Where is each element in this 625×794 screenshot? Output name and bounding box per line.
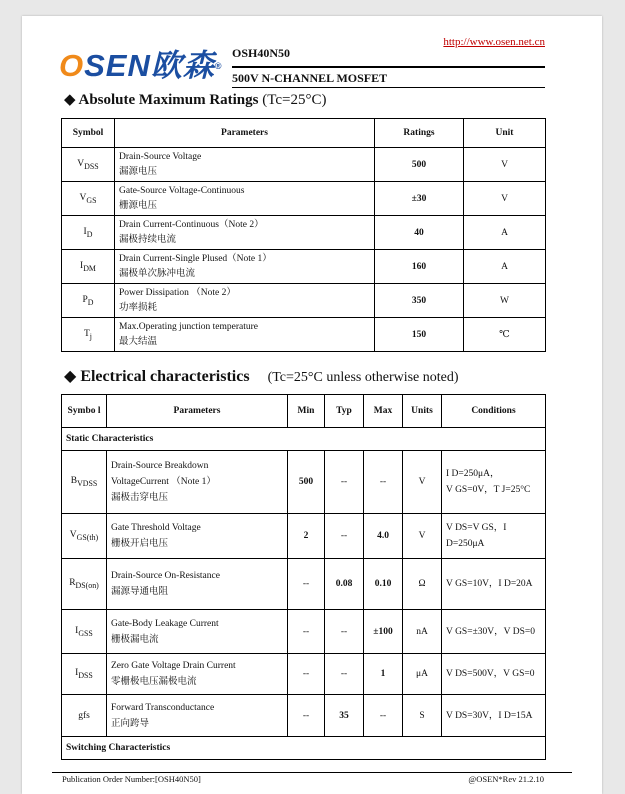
table-row: $I_{DM}$ Drain Current-Single Plused（Note 1） 漏极单次脉冲电流 160 A [62,250,546,284]
table-header-row: Symbo l Parameters Min Typ Max Units Conditions [62,395,546,428]
datasheet-page [22,16,602,794]
group-row-switching: Switching Characteristics [62,737,546,760]
osen-logo: OSEN欧森® [59,48,223,83]
table-row: $V_{GS(th)}$ Gate Threshold Voltage 栅极开启电压 2 -- 4.0 V V DS=V GS，I D=250μA [62,514,546,559]
table-row: $V_{DSS}$ Drain-Source Voltage 漏源电压 500 V [62,148,546,182]
footer-rule [52,772,572,773]
table-row: $R_{DS(on)}$ Drain-Source On-Resistance 漏源导通电阻 -- 0.08 0.10 Ω V GS=10V，I D=20A [62,559,546,610]
electrical-characteristics-table [61,394,546,760]
table-header-row: Symbol Parameters Ratings Unit [62,119,546,148]
table-row: $P_D$ Power Dissipation （Note 2） 功率损耗 350 W [62,284,546,318]
table-row: $T_j$ Max.Operating junction temperature 最大结温 150 ℃ [62,318,546,352]
diamond-bullet-icon: ◆ [64,92,76,108]
diamond-bullet-icon: ◆ [64,368,77,385]
device-subtitle: 500V N-CHANNEL MOSFET [232,71,388,85]
header-rule [232,66,545,68]
part-number: OSH40N50 [232,46,291,60]
table-row: $V_{GS}$ Gate-Source Voltage-Continuous 栅源电压 ±30 V [62,182,546,216]
publication-order-number: Publication Order Number:[OSH40N50] [62,774,201,784]
section-title-electrical: ◆ Electrical characteristics (Tc=25°C unless otherwise noted) [64,368,459,385]
table-row: $I_D$ Drain Current-Continuous（Note 2） 漏极持续电流 40 A [62,216,546,250]
group-row-static: Static Characteristics [62,428,546,451]
website-link[interactable]: http://www.osen.net.cn [443,36,545,48]
revision-note: @OSEN*Rev 21.2.10 [468,774,544,784]
table-row: $B_{VDSS}$ Drain-Source Breakdown VoltageCurrent （Note 1） 漏极击穿电压 500 -- -- V I D=250μA， V GS=0V，T J=25°C [62,451,546,514]
section-title-absolute-max: ◆ Absolute Maximum Ratings (Tc=25°C) [64,92,327,108]
header-rule-thin [232,87,545,88]
table-row: $I_{DSS}$ Zero Gate Voltage Drain Current 零栅极电压漏极电流 -- -- 1 μA V DS=500V，V GS=0 [62,654,546,695]
absolute-max-ratings-table [61,118,546,352]
table-row: gfs Forward Transconductance 正向跨导 -- 35 -- S V DS=30V，I D=15A [62,695,546,737]
table-row: $I_{GSS}$ Gate-Body Leakage Current 栅极漏电流 -- -- ±100 nA V GS=±30V，V DS=0 [62,610,546,654]
